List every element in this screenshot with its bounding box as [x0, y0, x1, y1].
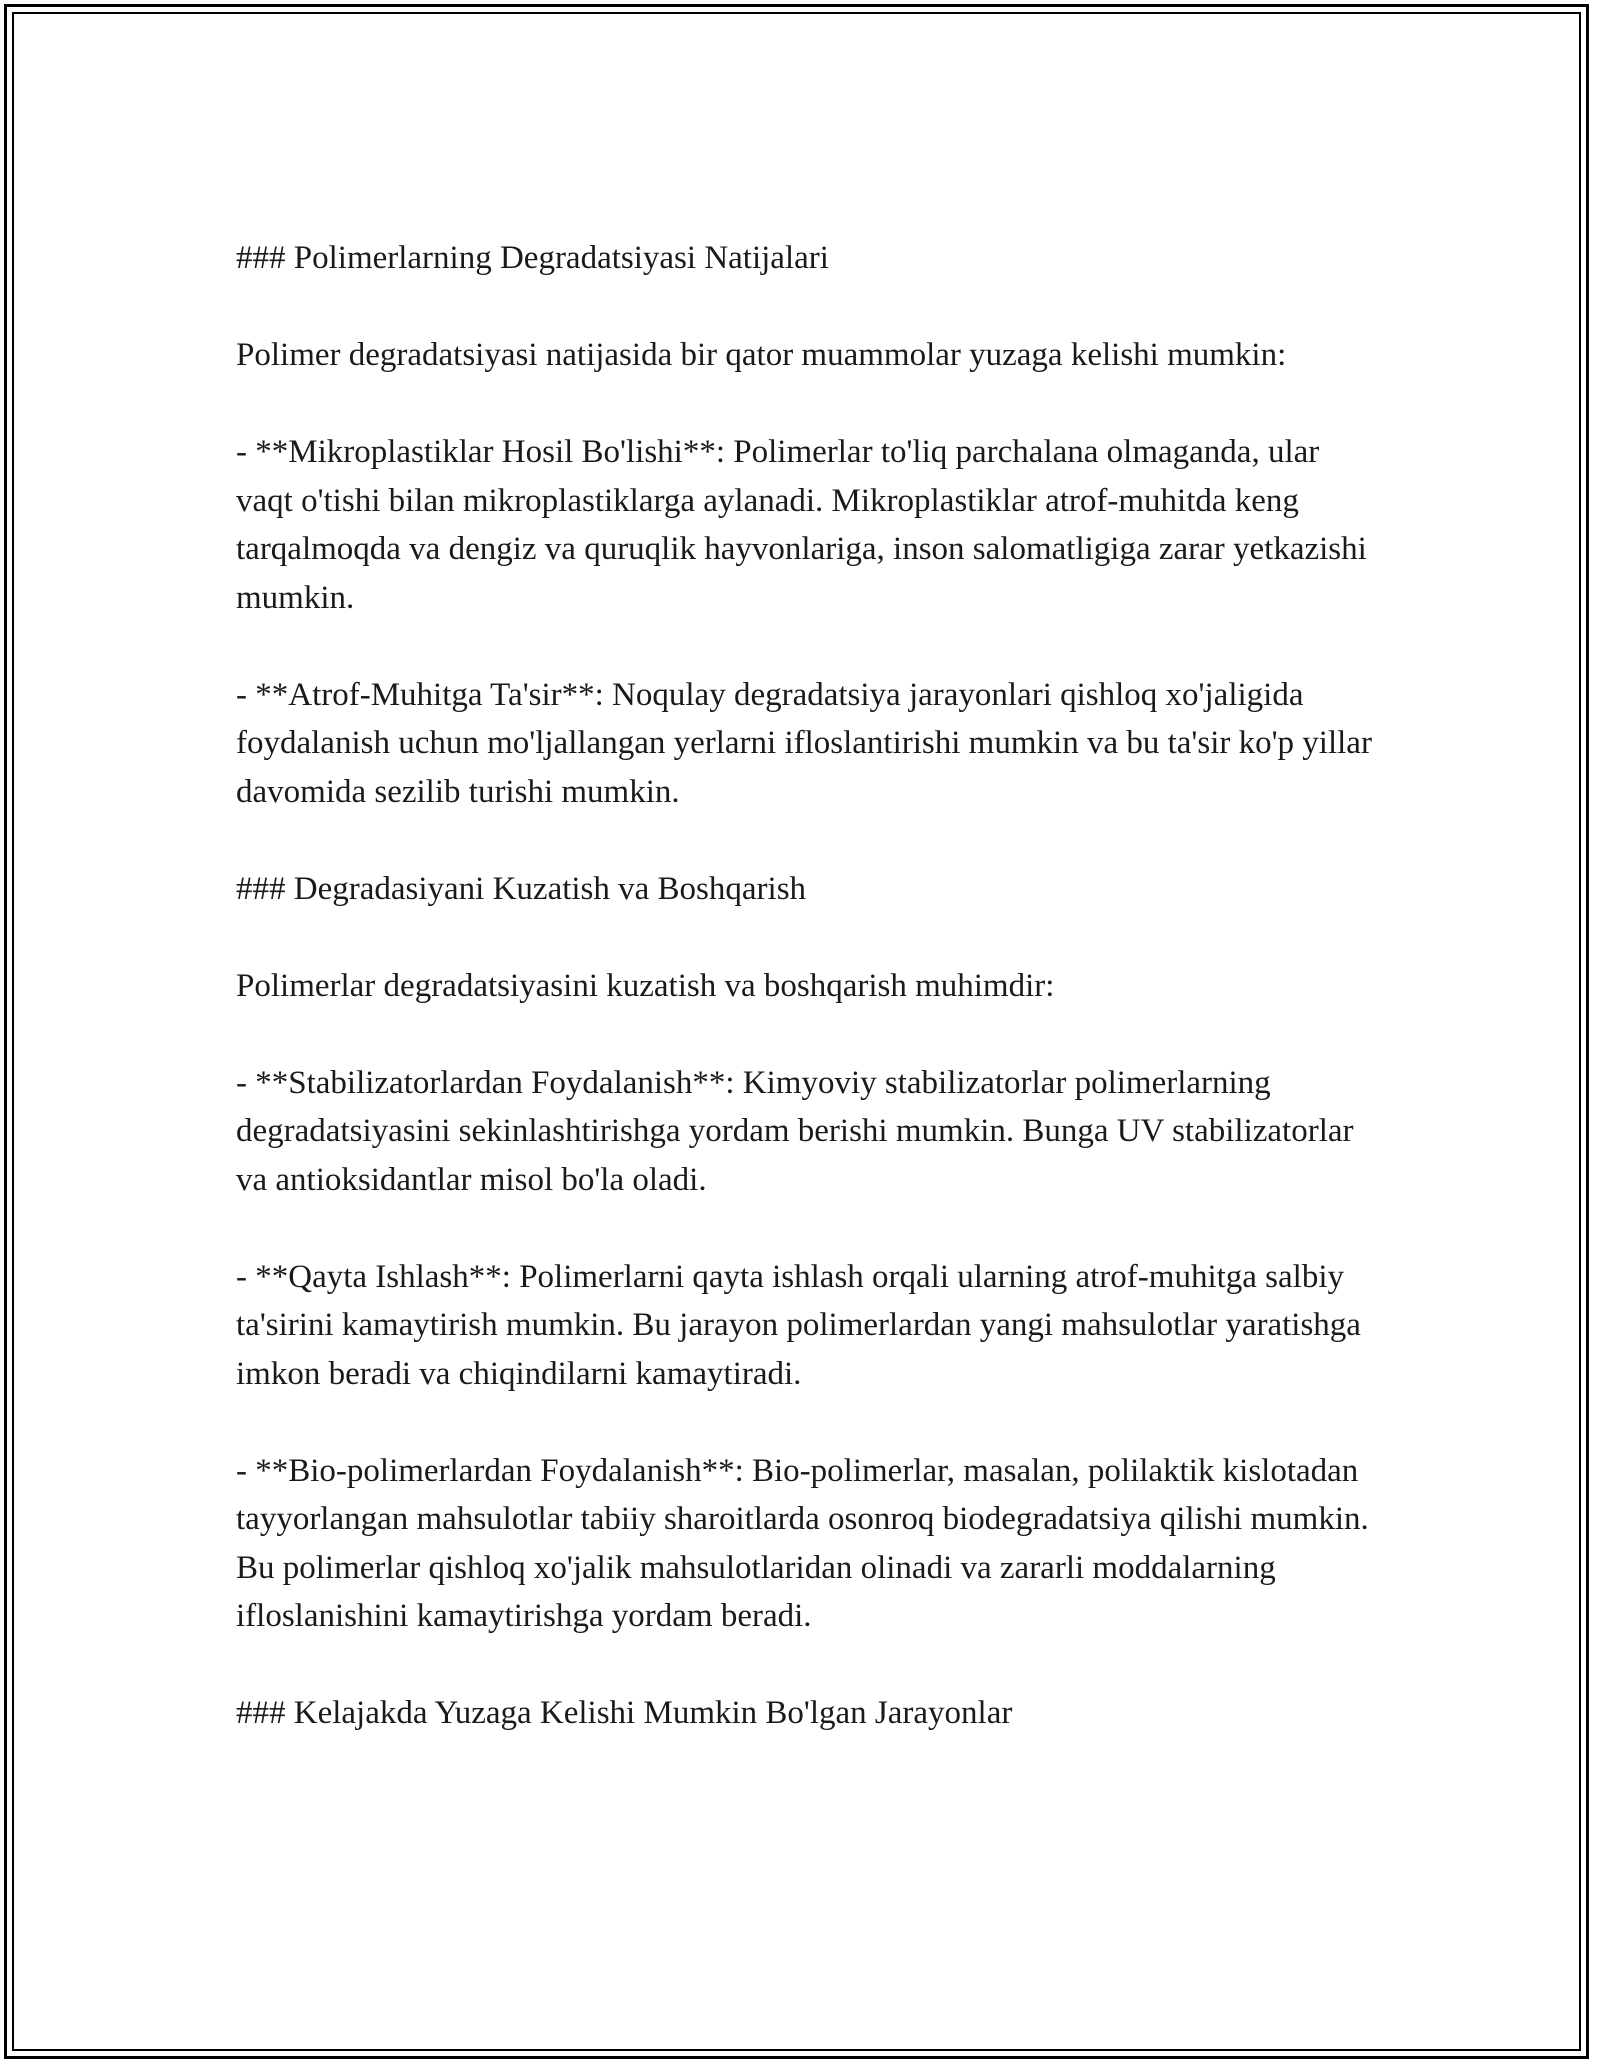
intro-paragraph-monitoring: Polimerlar degradatsiyasini kuzatish va boshqarish muhimdir: [236, 967, 1055, 1004]
document-body [236, 234, 1376, 1738]
section-heading-monitoring-control: ### Degradasiyani Kuzatish va Boshqarish [236, 870, 807, 907]
list-item-microplastics: - **Mikroplastiklar Hosil Bo'lishi**: Polimerlar to'liq parchalana olmaganda, ular vaqt o'tishi bilan mikroplastiklarga aylanadi. Mikroplastiklar atrof-muhitda keng tarqalmoqda va dengiz va quruqlik hayvonlariga, inson salomatligiga zarar yetkazishi mumkin. [236, 434, 1367, 616]
intro-paragraph-problems: Polimer degradatsiyasi natijasida bir qator muammolar yuzaga kelishi mumkin: [236, 337, 1287, 373]
list-item-stabilizers: - **Stabilizatorlardan Foydalanish**: Kimyoviy stabilizatorlar polimerlarning degradatsiyasini sekinlashtirishga yordam berishi mumkin. Bunga UV stabilizatorlar va antioksidantlar misol bo'la oladi. [236, 1064, 1354, 1198]
list-item-recycling: - **Qayta Ishlash**: Polimerlarni qayta ishlash orqali ularning atrof-muhitga salbiy ta'sirini kamaytirish mumkin. Bu jarayon polimerlardan yangi mahsulotlar yaratishga imkon beradi va chiqindilarni kamaytiradi. [236, 1258, 1361, 1392]
section-heading-degradation-results: ### Polimerlarning Degradatsiyasi Natijalari [236, 240, 829, 276]
list-item-environment-impact: - **Atrof-Muhitga Ta'sir**: Noqulay degradatsiya jarayonlari qishloq xo'jaligida foydalanish uchun mo'ljallangan yerlarni ifloslantirishi mumkin va bu ta'sir ko'p yillar davomida sezilib turishi mumkin. [236, 676, 1372, 810]
list-item-bio-polymers: - **Bio-polimerlardan Foydalanish**: Bio-polimerlar, masalan, polilaktik kislotadan tayyorlangan mahsulotlar tabiiy sharoitlarda osonroq biodegradatsiya qilishi mumkin. Bu polimerlar qishloq xo'jalik mahsulotlaridan olinadi va zararli moddalarning ifloslanishini kamaytirishga yordam beradi. [236, 1452, 1369, 1634]
section-heading-future-processes: ### Kelajakda Yuzaga Kelishi Mumkin Bo'lgan Jarayonlar [236, 1695, 1013, 1731]
